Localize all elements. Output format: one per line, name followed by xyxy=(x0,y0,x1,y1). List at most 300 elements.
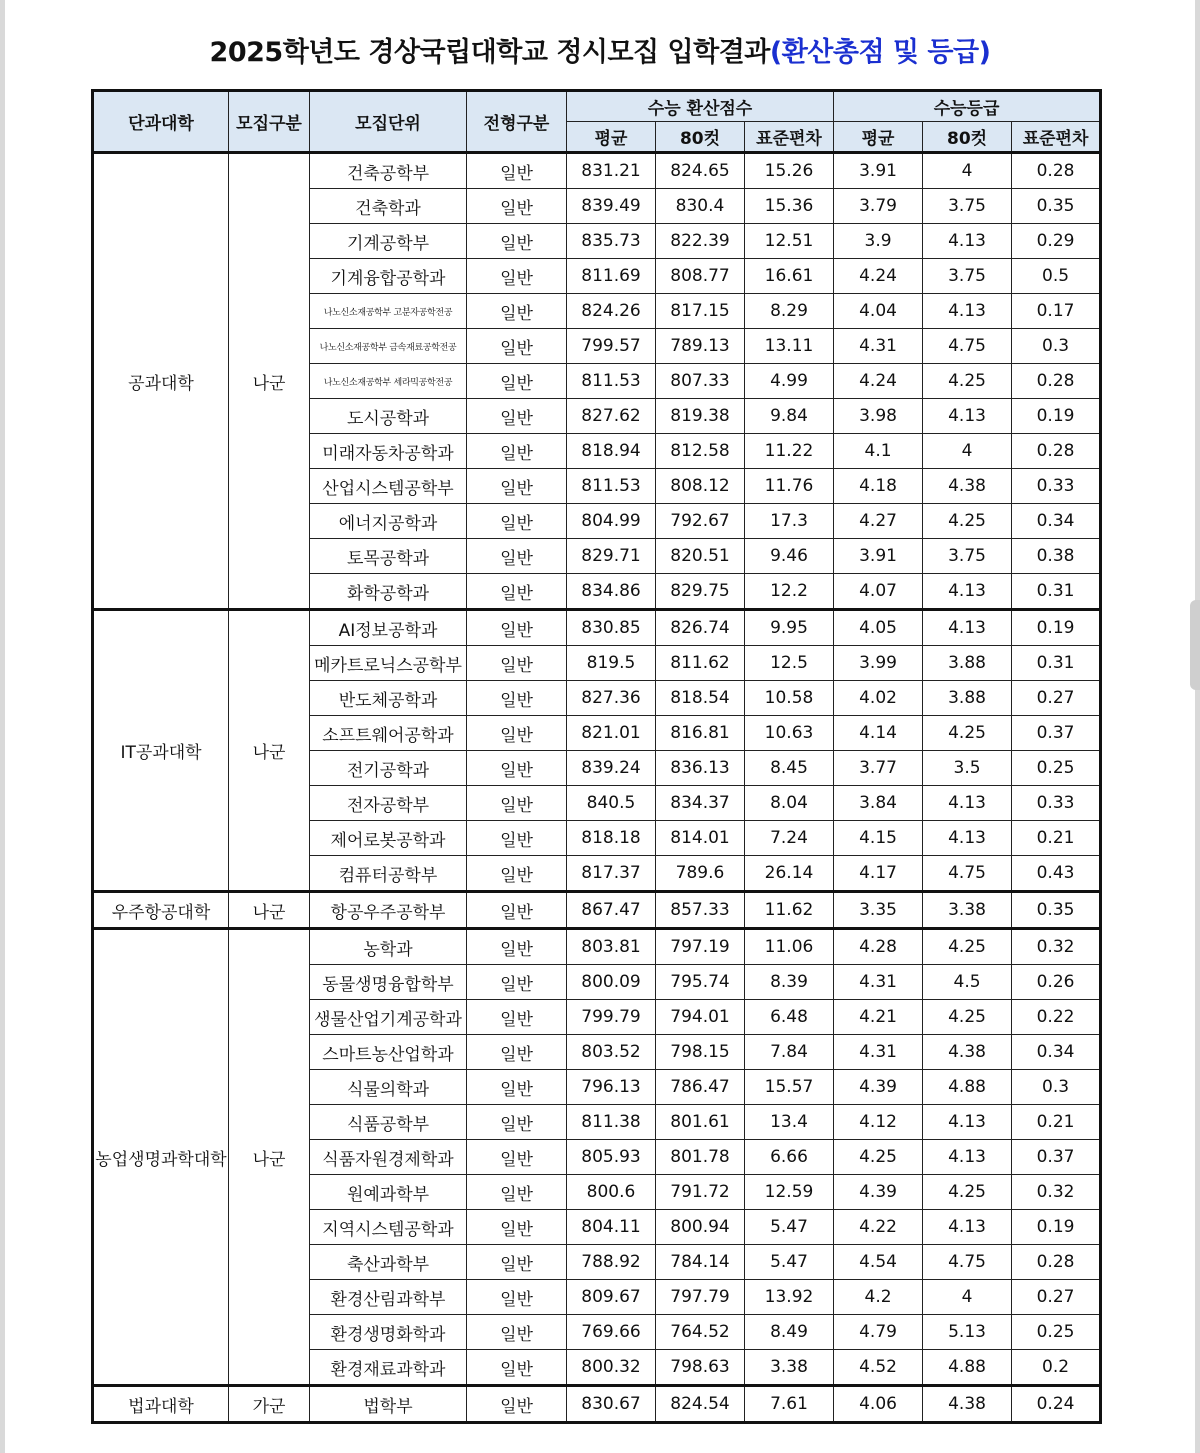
grade-stdev-cell: 0.38 xyxy=(1012,539,1101,574)
score-80cut-cell: 829.75 xyxy=(656,574,745,610)
score-80cut-cell: 797.19 xyxy=(656,929,745,965)
recruit-type-cell: 나군 xyxy=(229,929,310,1386)
grade-avg-cell: 4.2 xyxy=(834,1280,923,1315)
grade-avg-cell: 4.04 xyxy=(834,294,923,329)
score-avg-cell: 827.62 xyxy=(567,399,656,434)
score-80cut-cell: 795.74 xyxy=(656,965,745,1000)
unit-name-cell: 동물생명융합학부 xyxy=(310,965,467,1000)
admission-type-cell: 일반 xyxy=(467,681,567,716)
admission-type-cell: 일반 xyxy=(467,786,567,821)
grade-avg-cell: 3.98 xyxy=(834,399,923,434)
score-avg-cell: 788.92 xyxy=(567,1245,656,1280)
header-grade-avg: 평균 xyxy=(834,122,923,153)
score-80cut-cell: 801.78 xyxy=(656,1140,745,1175)
score-avg-cell: 818.18 xyxy=(567,821,656,856)
table-body xyxy=(93,153,1101,1423)
admission-type-cell: 일반 xyxy=(467,751,567,786)
grade-avg-cell: 4.07 xyxy=(834,574,923,610)
admission-type-cell: 일반 xyxy=(467,294,567,329)
grade-80cut-cell: 4.88 xyxy=(923,1350,1012,1386)
college-cell: 법과대학 xyxy=(93,1386,229,1423)
score-80cut-cell: 819.38 xyxy=(656,399,745,434)
admission-type-cell: 일반 xyxy=(467,646,567,681)
score-80cut-cell: 826.74 xyxy=(656,610,745,646)
score-80cut-cell: 857.33 xyxy=(656,892,745,929)
score-stdev-cell: 11.62 xyxy=(745,892,834,929)
unit-name-cell: 식품공학부 xyxy=(310,1105,467,1140)
unit-name-cell: 생물산업기계공학과 xyxy=(310,1000,467,1035)
grade-80cut-cell: 4.13 xyxy=(923,821,1012,856)
grade-80cut-cell: 4.13 xyxy=(923,1210,1012,1245)
score-avg-cell: 817.37 xyxy=(567,856,656,892)
admission-type-cell: 일반 xyxy=(467,153,567,189)
grade-80cut-cell: 4.13 xyxy=(923,786,1012,821)
score-stdev-cell: 13.4 xyxy=(745,1105,834,1140)
grade-avg-cell: 4.02 xyxy=(834,681,923,716)
admission-type-cell: 일반 xyxy=(467,224,567,259)
unit-name-cell: 스마트농산업학과 xyxy=(310,1035,467,1070)
grade-avg-cell: 4.24 xyxy=(834,364,923,399)
score-80cut-cell: 791.72 xyxy=(656,1175,745,1210)
grade-stdev-cell: 0.5 xyxy=(1012,259,1101,294)
grade-stdev-cell: 0.26 xyxy=(1012,965,1101,1000)
score-stdev-cell: 12.2 xyxy=(745,574,834,610)
unit-name-cell: 식품자원경제학과 xyxy=(310,1140,467,1175)
grade-80cut-cell: 4.5 xyxy=(923,965,1012,1000)
grade-avg-cell: 4.21 xyxy=(834,1000,923,1035)
grade-stdev-cell: 0.33 xyxy=(1012,786,1101,821)
grade-avg-cell: 4.31 xyxy=(834,329,923,364)
admission-type-cell: 일반 xyxy=(467,434,567,469)
score-80cut-cell: 811.62 xyxy=(656,646,745,681)
score-avg-cell: 811.53 xyxy=(567,364,656,399)
score-stdev-cell: 7.61 xyxy=(745,1386,834,1423)
score-stdev-cell: 4.99 xyxy=(745,364,834,399)
grade-80cut-cell: 4.88 xyxy=(923,1070,1012,1105)
score-avg-cell: 811.38 xyxy=(567,1105,656,1140)
score-avg-cell: 800.6 xyxy=(567,1175,656,1210)
unit-name-cell: 기계공학부 xyxy=(310,224,467,259)
score-avg-cell: 835.73 xyxy=(567,224,656,259)
grade-stdev-cell: 0.22 xyxy=(1012,1000,1101,1035)
unit-name-cell: 나노신소재공학부 금속재료공학전공 xyxy=(310,329,467,364)
page-title xyxy=(0,30,1200,69)
grade-avg-cell: 4.31 xyxy=(834,965,923,1000)
grade-80cut-cell: 4 xyxy=(923,1280,1012,1315)
score-avg-cell: 821.01 xyxy=(567,716,656,751)
grade-stdev-cell: 0.3 xyxy=(1012,329,1101,364)
grade-avg-cell: 4.79 xyxy=(834,1315,923,1350)
score-80cut-cell: 808.12 xyxy=(656,469,745,504)
unit-name-cell: 건축학과 xyxy=(310,189,467,224)
score-stdev-cell: 8.49 xyxy=(745,1315,834,1350)
unit-name-cell: 항공우주공학부 xyxy=(310,892,467,929)
score-80cut-cell: 764.52 xyxy=(656,1315,745,1350)
unit-name-cell: 화학공학과 xyxy=(310,574,467,610)
table-row xyxy=(93,1386,1101,1423)
college-cell: 우주항공대학 xyxy=(93,892,229,929)
grade-stdev-cell: 0.19 xyxy=(1012,399,1101,434)
grade-stdev-cell: 0.27 xyxy=(1012,1280,1101,1315)
grade-stdev-cell: 0.34 xyxy=(1012,1035,1101,1070)
score-80cut-cell: 792.67 xyxy=(656,504,745,539)
admission-type-cell: 일반 xyxy=(467,469,567,504)
admission-type-cell: 일반 xyxy=(467,1105,567,1140)
grade-80cut-cell: 3.5 xyxy=(923,751,1012,786)
unit-name-cell: 토목공학과 xyxy=(310,539,467,574)
grade-stdev-cell: 0.27 xyxy=(1012,681,1101,716)
score-80cut-cell: 820.51 xyxy=(656,539,745,574)
header-unit: 모집단위 xyxy=(310,91,467,153)
grade-stdev-cell: 0.33 xyxy=(1012,469,1101,504)
score-avg-cell: 867.47 xyxy=(567,892,656,929)
recruit-type-cell: 나군 xyxy=(229,153,310,610)
score-stdev-cell: 10.58 xyxy=(745,681,834,716)
score-stdev-cell: 9.95 xyxy=(745,610,834,646)
scroll-handle[interactable] xyxy=(1190,600,1200,690)
grade-80cut-cell: 4.25 xyxy=(923,1175,1012,1210)
score-80cut-cell: 836.13 xyxy=(656,751,745,786)
score-stdev-cell: 15.26 xyxy=(745,153,834,189)
score-stdev-cell: 17.3 xyxy=(745,504,834,539)
score-80cut-cell: 814.01 xyxy=(656,821,745,856)
admission-type-cell: 일반 xyxy=(467,1350,567,1386)
grade-stdev-cell: 0.34 xyxy=(1012,504,1101,539)
grade-avg-cell: 3.91 xyxy=(834,153,923,189)
college-cell: IT공과대학 xyxy=(93,610,229,892)
score-avg-cell: 840.5 xyxy=(567,786,656,821)
grade-avg-cell: 3.84 xyxy=(834,786,923,821)
header-grade-80cut: 80컷 xyxy=(923,122,1012,153)
score-avg-cell: 829.71 xyxy=(567,539,656,574)
unit-name-cell: 기계융합공학과 xyxy=(310,259,467,294)
grade-avg-cell: 4.52 xyxy=(834,1350,923,1386)
score-avg-cell: 804.11 xyxy=(567,1210,656,1245)
score-stdev-cell: 5.47 xyxy=(745,1245,834,1280)
recruit-type-cell: 가군 xyxy=(229,1386,310,1423)
grade-80cut-cell: 3.88 xyxy=(923,646,1012,681)
score-stdev-cell: 7.84 xyxy=(745,1035,834,1070)
admission-type-cell: 일반 xyxy=(467,329,567,364)
header-grade-group: 수능등급 xyxy=(834,91,1101,122)
unit-name-cell: 반도체공학과 xyxy=(310,681,467,716)
score-80cut-cell: 830.4 xyxy=(656,189,745,224)
score-avg-cell: 819.5 xyxy=(567,646,656,681)
grade-stdev-cell: 0.2 xyxy=(1012,1350,1101,1386)
header-score-avg: 평균 xyxy=(567,122,656,153)
grade-80cut-cell: 4.25 xyxy=(923,929,1012,965)
score-80cut-cell: 794.01 xyxy=(656,1000,745,1035)
header-college: 단과대학 xyxy=(93,91,229,153)
unit-name-cell: 축산과학부 xyxy=(310,1245,467,1280)
grade-stdev-cell: 0.31 xyxy=(1012,646,1101,681)
admission-type-cell: 일반 xyxy=(467,539,567,574)
grade-avg-cell: 4.18 xyxy=(834,469,923,504)
grade-80cut-cell: 4.13 xyxy=(923,610,1012,646)
score-avg-cell: 803.81 xyxy=(567,929,656,965)
admission-type-cell: 일반 xyxy=(467,574,567,610)
unit-name-cell: 전자공학부 xyxy=(310,786,467,821)
grade-avg-cell: 4.39 xyxy=(834,1175,923,1210)
score-80cut-cell: 786.47 xyxy=(656,1070,745,1105)
grade-80cut-cell: 4.75 xyxy=(923,329,1012,364)
score-80cut-cell: 808.77 xyxy=(656,259,745,294)
score-stdev-cell: 3.38 xyxy=(745,1350,834,1386)
score-avg-cell: 818.94 xyxy=(567,434,656,469)
score-avg-cell: 839.24 xyxy=(567,751,656,786)
unit-name-cell: 건축공학부 xyxy=(310,153,467,189)
grade-avg-cell: 4.24 xyxy=(834,259,923,294)
grade-stdev-cell: 0.28 xyxy=(1012,1245,1101,1280)
score-avg-cell: 831.21 xyxy=(567,153,656,189)
score-stdev-cell: 11.06 xyxy=(745,929,834,965)
grade-80cut-cell: 3.75 xyxy=(923,539,1012,574)
score-avg-cell: 809.67 xyxy=(567,1280,656,1315)
grade-avg-cell: 4.12 xyxy=(834,1105,923,1140)
table-row xyxy=(93,929,1101,965)
grade-80cut-cell: 5.13 xyxy=(923,1315,1012,1350)
score-stdev-cell: 6.48 xyxy=(745,1000,834,1035)
unit-name-cell: 지역시스템공학과 xyxy=(310,1210,467,1245)
score-80cut-cell: 818.54 xyxy=(656,681,745,716)
grade-stdev-cell: 0.19 xyxy=(1012,610,1101,646)
grade-stdev-cell: 0.43 xyxy=(1012,856,1101,892)
grade-stdev-cell: 0.21 xyxy=(1012,821,1101,856)
grade-avg-cell: 4.06 xyxy=(834,1386,923,1423)
score-80cut-cell: 801.61 xyxy=(656,1105,745,1140)
score-avg-cell: 796.13 xyxy=(567,1070,656,1105)
score-stdev-cell: 8.29 xyxy=(745,294,834,329)
grade-80cut-cell: 4.13 xyxy=(923,399,1012,434)
score-avg-cell: 839.49 xyxy=(567,189,656,224)
admission-type-cell: 일반 xyxy=(467,1315,567,1350)
unit-name-cell: AI정보공학과 xyxy=(310,610,467,646)
grade-avg-cell: 4.39 xyxy=(834,1070,923,1105)
grade-avg-cell: 3.91 xyxy=(834,539,923,574)
score-stdev-cell: 11.22 xyxy=(745,434,834,469)
score-avg-cell: 803.52 xyxy=(567,1035,656,1070)
score-stdev-cell: 11.76 xyxy=(745,469,834,504)
grade-stdev-cell: 0.25 xyxy=(1012,751,1101,786)
header-admission-type: 전형구분 xyxy=(467,91,567,153)
score-80cut-cell: 812.58 xyxy=(656,434,745,469)
grade-stdev-cell: 0.3 xyxy=(1012,1070,1101,1105)
table-header xyxy=(93,91,1101,153)
score-80cut-cell: 807.33 xyxy=(656,364,745,399)
grade-80cut-cell: 3.75 xyxy=(923,259,1012,294)
score-stdev-cell: 12.5 xyxy=(745,646,834,681)
unit-name-cell: 원예과학부 xyxy=(310,1175,467,1210)
header-recruit-type: 모집구분 xyxy=(229,91,310,153)
score-80cut-cell: 789.13 xyxy=(656,329,745,364)
unit-name-cell: 나노신소재공학부 고분자공학전공 xyxy=(310,294,467,329)
admission-type-cell: 일반 xyxy=(467,1035,567,1070)
grade-stdev-cell: 0.28 xyxy=(1012,153,1101,189)
grade-80cut-cell: 4.13 xyxy=(923,1140,1012,1175)
grade-stdev-cell: 0.32 xyxy=(1012,1175,1101,1210)
admission-type-cell: 일반 xyxy=(467,1245,567,1280)
score-stdev-cell: 7.24 xyxy=(745,821,834,856)
grade-avg-cell: 4.27 xyxy=(834,504,923,539)
grade-80cut-cell: 4.13 xyxy=(923,224,1012,259)
score-stdev-cell: 8.39 xyxy=(745,965,834,1000)
score-80cut-cell: 789.6 xyxy=(656,856,745,892)
college-cell: 농업생명과학대학 xyxy=(93,929,229,1386)
score-avg-cell: 827.36 xyxy=(567,681,656,716)
admission-type-cell: 일반 xyxy=(467,399,567,434)
grade-80cut-cell: 4.38 xyxy=(923,1386,1012,1423)
admission-type-cell: 일반 xyxy=(467,821,567,856)
college-cell: 공과대학 xyxy=(93,153,229,610)
grade-stdev-cell: 0.29 xyxy=(1012,224,1101,259)
grade-80cut-cell: 4.13 xyxy=(923,1105,1012,1140)
score-stdev-cell: 8.04 xyxy=(745,786,834,821)
admission-type-cell: 일반 xyxy=(467,1140,567,1175)
admission-type-cell: 일반 xyxy=(467,189,567,224)
score-avg-cell: 811.69 xyxy=(567,259,656,294)
grade-stdev-cell: 0.37 xyxy=(1012,1140,1101,1175)
score-80cut-cell: 784.14 xyxy=(656,1245,745,1280)
score-80cut-cell: 824.54 xyxy=(656,1386,745,1423)
grade-80cut-cell: 4.25 xyxy=(923,364,1012,399)
grade-avg-cell: 4.54 xyxy=(834,1245,923,1280)
score-80cut-cell: 817.15 xyxy=(656,294,745,329)
unit-name-cell: 도시공학과 xyxy=(310,399,467,434)
admission-type-cell: 일반 xyxy=(467,610,567,646)
grade-avg-cell: 4.14 xyxy=(834,716,923,751)
grade-80cut-cell: 4 xyxy=(923,153,1012,189)
unit-name-cell: 소프트웨어공학과 xyxy=(310,716,467,751)
recruit-type-cell: 나군 xyxy=(229,892,310,929)
score-avg-cell: 799.79 xyxy=(567,1000,656,1035)
unit-name-cell: 환경생명화학과 xyxy=(310,1315,467,1350)
score-stdev-cell: 12.51 xyxy=(745,224,834,259)
unit-name-cell: 환경재료과학과 xyxy=(310,1350,467,1386)
admission-type-cell: 일반 xyxy=(467,1386,567,1423)
admission-type-cell: 일반 xyxy=(467,1280,567,1315)
grade-avg-cell: 4.17 xyxy=(834,856,923,892)
unit-name-cell: 환경산림과학부 xyxy=(310,1280,467,1315)
grade-stdev-cell: 0.32 xyxy=(1012,929,1101,965)
score-avg-cell: 805.93 xyxy=(567,1140,656,1175)
score-80cut-cell: 822.39 xyxy=(656,224,745,259)
table-row xyxy=(93,892,1101,929)
admission-type-cell: 일반 xyxy=(467,504,567,539)
score-80cut-cell: 834.37 xyxy=(656,786,745,821)
score-avg-cell: 800.32 xyxy=(567,1350,656,1386)
score-stdev-cell: 13.11 xyxy=(745,329,834,364)
score-stdev-cell: 15.57 xyxy=(745,1070,834,1105)
score-avg-cell: 824.26 xyxy=(567,294,656,329)
grade-avg-cell: 4.28 xyxy=(834,929,923,965)
score-stdev-cell: 5.47 xyxy=(745,1210,834,1245)
grade-avg-cell: 4.22 xyxy=(834,1210,923,1245)
grade-stdev-cell: 0.24 xyxy=(1012,1386,1101,1423)
grade-avg-cell: 3.35 xyxy=(834,892,923,929)
admission-type-cell: 일반 xyxy=(467,1210,567,1245)
score-stdev-cell: 10.63 xyxy=(745,716,834,751)
unit-name-cell: 메카트로닉스공학부 xyxy=(310,646,467,681)
score-avg-cell: 830.85 xyxy=(567,610,656,646)
score-80cut-cell: 800.94 xyxy=(656,1210,745,1245)
grade-stdev-cell: 0.35 xyxy=(1012,189,1101,224)
score-avg-cell: 834.86 xyxy=(567,574,656,610)
admission-type-cell: 일반 xyxy=(467,892,567,929)
table-row xyxy=(93,153,1101,189)
unit-name-cell: 법학부 xyxy=(310,1386,467,1423)
admission-type-cell: 일반 xyxy=(467,259,567,294)
unit-name-cell: 산업시스템공학부 xyxy=(310,469,467,504)
score-avg-cell: 830.67 xyxy=(567,1386,656,1423)
score-stdev-cell: 13.92 xyxy=(745,1280,834,1315)
page-frame-right xyxy=(1195,0,1200,1453)
score-80cut-cell: 824.65 xyxy=(656,153,745,189)
grade-stdev-cell: 0.17 xyxy=(1012,294,1101,329)
grade-80cut-cell: 4.38 xyxy=(923,469,1012,504)
score-avg-cell: 811.53 xyxy=(567,469,656,504)
grade-80cut-cell: 4.38 xyxy=(923,1035,1012,1070)
grade-stdev-cell: 0.35 xyxy=(1012,892,1101,929)
grade-stdev-cell: 0.25 xyxy=(1012,1315,1101,1350)
grade-80cut-cell: 4 xyxy=(923,434,1012,469)
score-stdev-cell: 16.61 xyxy=(745,259,834,294)
grade-avg-cell: 3.79 xyxy=(834,189,923,224)
score-80cut-cell: 798.63 xyxy=(656,1350,745,1386)
score-80cut-cell: 816.81 xyxy=(656,716,745,751)
score-stdev-cell: 8.45 xyxy=(745,751,834,786)
header-score-stdev: 표준편차 xyxy=(745,122,834,153)
score-avg-cell: 800.09 xyxy=(567,965,656,1000)
admission-type-cell: 일반 xyxy=(467,965,567,1000)
grade-80cut-cell: 3.75 xyxy=(923,189,1012,224)
title-main: 2025학년도 경상국립대학교 정시모집 입학결과 xyxy=(209,37,770,68)
grade-80cut-cell: 4.13 xyxy=(923,294,1012,329)
unit-name-cell: 제어로봇공학과 xyxy=(310,821,467,856)
grade-avg-cell: 4.15 xyxy=(834,821,923,856)
title-highlight: (환산총점 및 등급) xyxy=(769,37,991,68)
score-avg-cell: 799.57 xyxy=(567,329,656,364)
grade-avg-cell: 3.9 xyxy=(834,224,923,259)
grade-80cut-cell: 4.25 xyxy=(923,716,1012,751)
grade-80cut-cell: 4.13 xyxy=(923,574,1012,610)
recruit-type-cell: 나군 xyxy=(229,610,310,892)
header-score-group: 수능 환산점수 xyxy=(567,91,834,122)
grade-80cut-cell: 4.75 xyxy=(923,856,1012,892)
grade-80cut-cell: 3.88 xyxy=(923,681,1012,716)
unit-name-cell: 미래자동차공학과 xyxy=(310,434,467,469)
grade-stdev-cell: 0.28 xyxy=(1012,434,1101,469)
unit-name-cell: 전기공학과 xyxy=(310,751,467,786)
score-avg-cell: 769.66 xyxy=(567,1315,656,1350)
unit-name-cell: 식물의학과 xyxy=(310,1070,467,1105)
unit-name-cell: 에너지공학과 xyxy=(310,504,467,539)
score-stdev-cell: 26.14 xyxy=(745,856,834,892)
score-avg-cell: 804.99 xyxy=(567,504,656,539)
score-stdev-cell: 9.84 xyxy=(745,399,834,434)
grade-avg-cell: 3.99 xyxy=(834,646,923,681)
admission-type-cell: 일반 xyxy=(467,1070,567,1105)
unit-name-cell: 컴퓨터공학부 xyxy=(310,856,467,892)
admission-type-cell: 일반 xyxy=(467,716,567,751)
admission-type-cell: 일반 xyxy=(467,856,567,892)
grade-avg-cell: 4.31 xyxy=(834,1035,923,1070)
table-row xyxy=(93,610,1101,646)
admission-type-cell: 일반 xyxy=(467,1175,567,1210)
admission-type-cell: 일반 xyxy=(467,364,567,399)
grade-stdev-cell: 0.28 xyxy=(1012,364,1101,399)
unit-name-cell: 나노신소재공학부 세라믹공학전공 xyxy=(310,364,467,399)
admission-results-table xyxy=(91,89,1102,1424)
